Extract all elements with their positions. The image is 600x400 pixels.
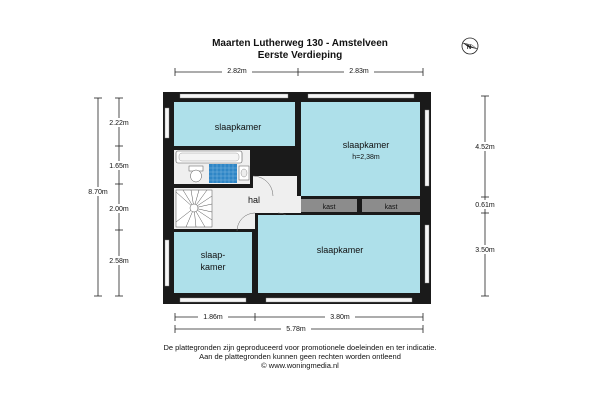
dim-left-2: 1.65m: [109, 163, 129, 170]
plan-subtitle: Eerste Verdieping: [257, 50, 343, 61]
compass-label: N: [466, 45, 472, 51]
room-label-bottom-left-2: kamer: [200, 262, 226, 272]
closet-label-1: kast: [322, 204, 336, 211]
dim-bottom-total: 5.78m: [286, 326, 306, 333]
staircase: [176, 190, 212, 227]
left-dimension-segments: [104, 98, 134, 296]
room-label-bottom-left-1: slaap-: [200, 250, 226, 260]
copyright: © www.woningmedia.nl: [261, 361, 339, 370]
left-dimension-total: [84, 98, 112, 296]
bathtub: [176, 151, 242, 163]
dim-left-total: 8.70m: [88, 189, 108, 196]
floor-plan-rooms: [163, 92, 431, 304]
room-height-top-right: h=2,38m: [352, 154, 380, 161]
dim-left-1: 2.22m: [109, 120, 129, 127]
dim-right-3: 3.50m: [475, 247, 495, 254]
plan-title: Maarten Lutherweg 130 - Amstelveen: [212, 38, 388, 49]
disclaimer-line-2: Aan de plattegronden kunnen geen rechten worden ontleend: [199, 352, 401, 361]
dim-bottom-left: 1.86m: [203, 314, 223, 321]
dim-left-3: 2.00m: [109, 206, 129, 213]
room-label-bottom-right: slaapkamer: [316, 245, 364, 255]
dim-right-1: 4.52m: [475, 144, 495, 151]
room-label-top-right: slaapkamer: [342, 140, 390, 150]
dim-right-2: 0.61m: [475, 202, 495, 209]
bottom-dimension: [175, 312, 423, 333]
dim-top-left: 2.82m: [227, 68, 247, 75]
top-dimension: [175, 66, 423, 76]
tiled-floor: [209, 164, 237, 183]
compass-icon: [462, 38, 478, 54]
dim-top-right: 2.83m: [349, 68, 369, 75]
disclaimer-line-1: De plattegronden zijn geproduceerd voor promotionele doeleinden en ter indicatie.: [163, 343, 437, 352]
right-dimension: [470, 96, 500, 296]
closet-label-2: kast: [384, 204, 398, 211]
room-label-hall: hal: [247, 195, 261, 205]
room-label-top-left: slaapkamer: [214, 122, 262, 132]
washbasin: [239, 166, 249, 180]
dim-left-4: 2.58m: [109, 258, 129, 265]
dim-bottom-right: 3.80m: [330, 314, 350, 321]
